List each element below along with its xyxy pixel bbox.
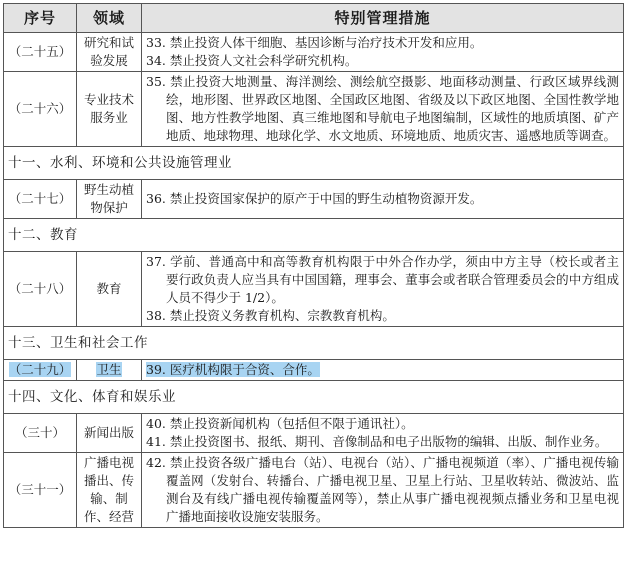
- measure-item: 36. 禁止投资国家保护的原产于中国的野生动植物资源开发。: [146, 191, 483, 206]
- selection-highlight: 卫生: [96, 362, 122, 377]
- row-field: 专业技术服务业: [77, 72, 142, 147]
- measure-item: 35. 禁止投资大地测量、海洋测绘、测绘航空摄影、地面移动测量、行政区域界线测绘，地形图、世界政区地图、全国政区地图、省级及以下政区地图、全国性教学地图、地方性教学地图、真三维地图和导航电子地图编制，区域性的地质填图、矿产地质、地球物理、地球化学、水文地质、环境地质、地质灾害、遥感地质等调查。: [146, 74, 619, 143]
- row-measures: [142, 180, 624, 219]
- special-measures-table: [3, 3, 624, 528]
- section-row: [4, 381, 624, 414]
- table-row-selected[interactable]: [4, 360, 624, 381]
- row-field: 新闻出版: [77, 414, 142, 453]
- row-measures: [142, 33, 624, 72]
- row-measures: [142, 414, 624, 453]
- row-num: （二十六）: [4, 72, 77, 147]
- measure-item: 33. 禁止投资人体干细胞、基因诊断与治疗技术开发和应用。: [146, 35, 483, 50]
- header-field: 领域: [77, 4, 142, 33]
- row-num: （三十）: [4, 414, 77, 453]
- row-field: [77, 360, 142, 381]
- selection-highlight: （二十九）: [8, 362, 72, 377]
- section-row: [4, 327, 624, 360]
- row-num: [4, 360, 77, 381]
- table-row: [4, 180, 624, 219]
- row-measures: [142, 72, 624, 147]
- table-row: [4, 252, 624, 327]
- selection-highlight: 39. 医疗机构限于合资、合作。: [146, 362, 320, 377]
- row-field: 广播电视播出、传输、制作、经营: [77, 453, 142, 528]
- measure-item: [146, 361, 619, 379]
- row-num: （三十一）: [4, 453, 77, 528]
- section-title: 十四、文化、体育和娱乐业: [4, 381, 624, 414]
- section-title: 十三、卫生和社会工作: [4, 327, 624, 360]
- row-field: 野生动植物保护: [77, 180, 142, 219]
- measure-item: 41. 禁止投资图书、报纸、期刊、音像制品和电子出版物的编辑、出版、制作业务。: [146, 434, 608, 449]
- measure-item: 40. 禁止投资新闻机构（包括但不限于通讯社）。: [146, 416, 414, 431]
- measure-item: 34. 禁止投资人文社会科学研究机构。: [146, 53, 358, 68]
- measure-item: 37. 学前、普通高中和高等教育机构限于中外合作办学，须由中方主导（校长或者主要行政负责人应当具有中国国籍，理事会、董事会或者联合管理委员会的中方组成人员不得少于 1/2）。: [146, 254, 619, 305]
- row-measures: [142, 453, 624, 528]
- measure-item: 42. 禁止投资各级广播电台（站）、电视台（站）、广播电视频道（率）、广播电视传输覆盖网（发射台、转播台、广播电视卫星、卫星上行站、卫星收转站、微波站、监测台及有线广播电视传输覆盖网等），禁止从事广播电视视频点播业务和卫星电视广播地面接收设施安装服务。: [146, 455, 619, 524]
- row-field: 教育: [77, 252, 142, 327]
- table-row: [4, 414, 624, 453]
- row-measures: [142, 252, 624, 327]
- table-row: [4, 72, 624, 147]
- table-row: [4, 453, 624, 528]
- measure-item: 38. 禁止投资义务教育机构、宗教教育机构。: [146, 308, 395, 323]
- row-field: 研究和试验发展: [77, 33, 142, 72]
- row-num: （二十五）: [4, 33, 77, 72]
- row-num: （二十七）: [4, 180, 77, 219]
- table-row: [4, 33, 624, 72]
- row-num: （二十八）: [4, 252, 77, 327]
- section-row: [4, 219, 624, 252]
- table-header-row: [4, 4, 624, 33]
- row-measures: [142, 360, 624, 381]
- section-row: [4, 147, 624, 180]
- section-title: 十一、水利、环境和公共设施管理业: [4, 147, 624, 180]
- section-title: 十二、教育: [4, 219, 624, 252]
- header-measures: 特别管理措施: [142, 4, 624, 33]
- header-num: 序号: [4, 4, 77, 33]
